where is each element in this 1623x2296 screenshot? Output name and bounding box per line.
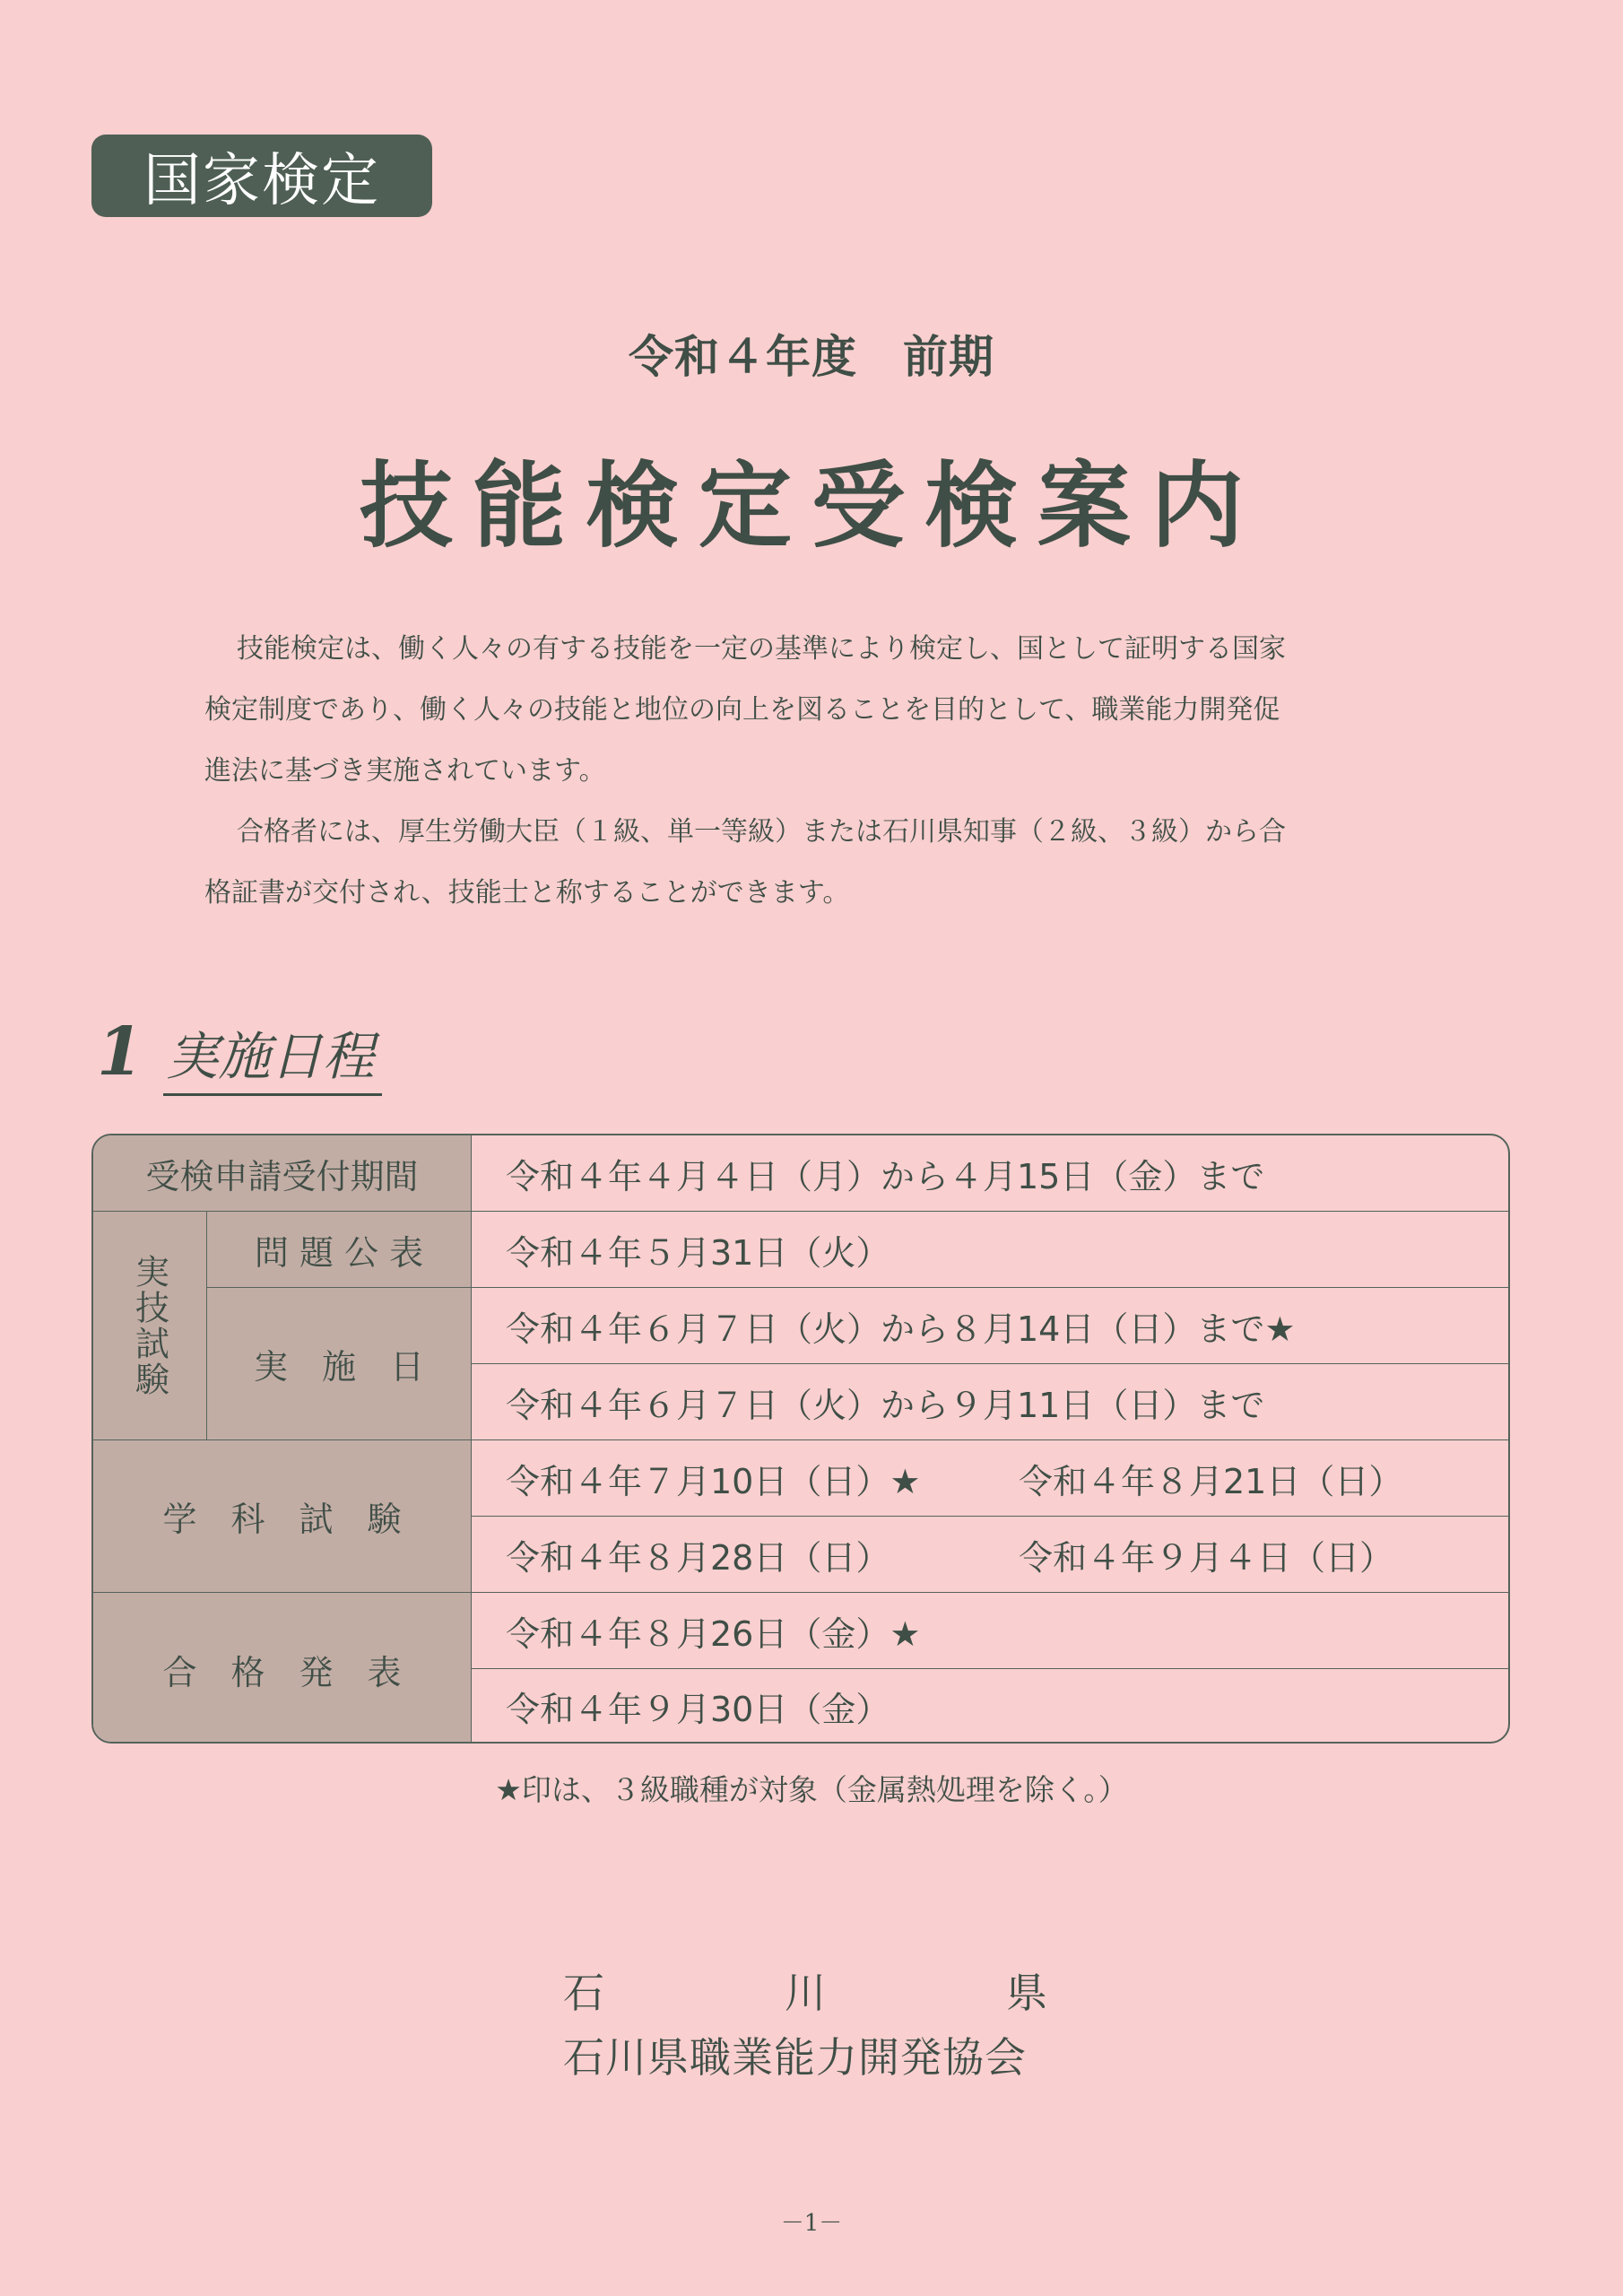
intro-line: 進法に基づき実施されています。 [204, 755, 606, 787]
subtitle: 令和４年度 前期 [629, 331, 994, 383]
result-announce-value: 令和４年８月26日（金）★ [472, 1593, 1510, 1669]
practical-exam-header [93, 1212, 207, 1440]
result-announce-value: 令和４年９月30日（金） [506, 1690, 890, 1729]
problem-announce-header: 問 題 公 表 [207, 1212, 472, 1288]
issuer-char: 県 [1006, 1969, 1047, 2017]
written-exam-date: 令和４年９月４日（日） [1019, 1537, 1394, 1578]
application-period-value: 令和４年４月４日（月）から４月15日（金）まで [472, 1135, 1510, 1212]
execution-date-header: 実 施 日 [207, 1288, 472, 1440]
issuer-prefecture [563, 1961, 1047, 2020]
result-announce-header: 合 格 発 表 [93, 1593, 472, 1744]
written-exam-header: 学 科 試 験 [93, 1440, 472, 1593]
national-exam-badge [91, 135, 432, 217]
written-exam-date: 令和４年８月28日（日） [506, 1537, 890, 1578]
issuer-char: 石 [563, 1969, 604, 2017]
written-exam-date: 令和４年８月21日（日） [1019, 1461, 1403, 1501]
table-note: ★印は、３級職種が対象（金属熱処理を除く。） [495, 1772, 1128, 1807]
application-period-header: 受検申請受付期間 [93, 1135, 472, 1212]
section-number: 1 [97, 1013, 143, 1091]
intro-line: 技能検定は、働く人々の有する技能を一定の基準により検定し、国として証明する国家 [237, 633, 1286, 665]
practical-exam-label: 実技試験 [129, 1254, 169, 1397]
execution-date-value: 令和４年６月７日（火）から９月11日（日）まで [472, 1364, 1510, 1440]
written-exam-row [472, 1517, 1510, 1593]
intro-text [204, 619, 1424, 924]
written-exam-date: 令和４年７月10日（日）★ [506, 1461, 921, 1501]
intro-line: 格証書が交付され、技能士と称することができます。 [204, 877, 850, 909]
written-exam-row [472, 1440, 1510, 1517]
issuer-association: 石川県職業能力開発協会 [563, 2033, 1027, 2082]
execution-date-value: 令和４年６月７日（火）から８月14日（日）まで★ [472, 1288, 1510, 1364]
section-heading [97, 1013, 382, 1096]
intro-line: 合格者には、厚生労働大臣（１級、単一等級）または石川県知事（２級、３級）から合 [237, 816, 1286, 848]
schedule-table [91, 1134, 1510, 1744]
issuer-char: 川 [785, 1969, 826, 2017]
badge-label: 国家検定 [143, 148, 380, 214]
page-number: －1－ [780, 2210, 843, 2237]
section-label: 実施日程 [163, 1014, 382, 1096]
intro-line: 検定制度であり、働く人々の技能と地位の向上を図ることを目的として、職業能力開発促 [204, 694, 1280, 726]
page-title: 技能検定受検案内 [359, 451, 1263, 561]
problem-announce-value: 令和４年５月31日（火） [472, 1212, 1510, 1288]
